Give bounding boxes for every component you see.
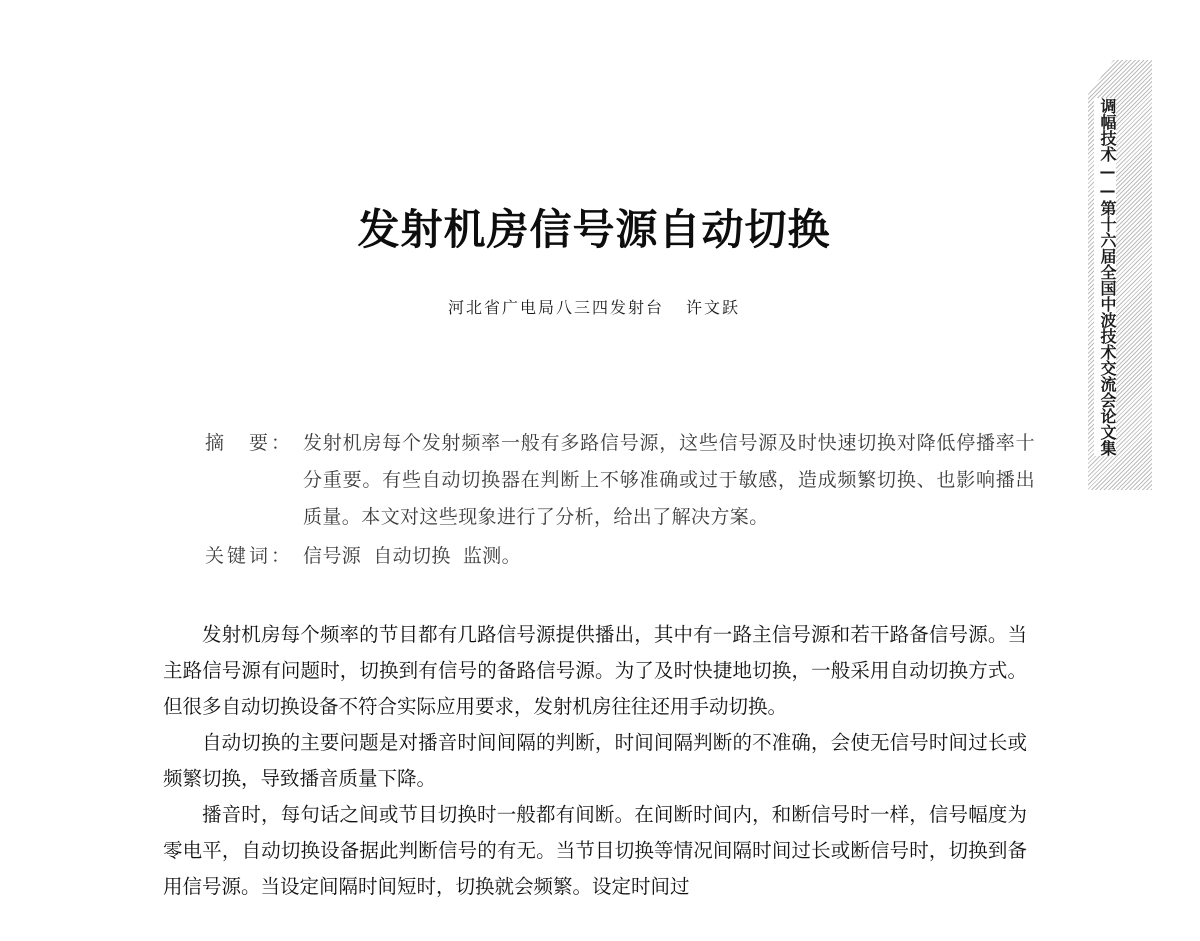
keywords-row [205,538,1035,575]
author-name: 许文跃 [686,298,741,317]
author-line [0,296,1188,320]
abstract-row [205,425,1035,536]
paper-title: 发射机房信号源自动切换 [357,205,831,254]
keyword-item: 监测 [462,545,502,567]
author-affiliation: 河北省广电局八三四发射台 [447,298,664,317]
body-text [163,617,1027,905]
keywords-end: 。 [501,545,522,567]
keyword-item: 自动切换 [373,545,451,567]
keywords-label: 关键词： [205,545,294,567]
abstract-block [205,425,1035,577]
body-paragraph: 发射机房每个频率的节目都有几路信号源提供播出，其中有一路主信号源和若干路备信号源。当主路信号源有问题时，切换到有信号的备路信号源。为了及时快捷地切换，一般采用自动切换方式。但很多自动切换设备不符合实际应用要求，发射机房往往还用手动切换。 [163,623,1027,718]
body-paragraph: 自动切换的主要问题是对播音时间间隔的判断，时间间隔判断的不准确，会使无信号时间过长或频繁切换，导致播音质量下降。 [163,731,1027,790]
keyword-item: 信号源 [303,545,362,567]
running-header: 调幅技术——第十六届全国中波技术交流会论文集 [1094,98,1116,456]
keywords-list [303,538,1035,575]
body-paragraph: 播音时，每句话之间或节目切换时一般都有间断。在间断时间内，和断信号时一样，信号幅度为零电平，自动切换设备据此判断信号的有无。当节目切换等情况间隔时间过长或断信号时，切换到备用信号源。当设定间隔时间短时，切换就会频繁。设定时间过 [163,803,1027,898]
abstract-label: 摘 要： [205,432,294,454]
abstract-text: 发射机房每个发射频率一般有多路信号源，这些信号源及时快速切换对降低停播率十分重要。有些自动切换器在判断上不够准确或过于敏感，造成频繁切换、也影响播出质量。本文对这些现象进行了分析，给出了解决方案。 [303,432,1035,528]
